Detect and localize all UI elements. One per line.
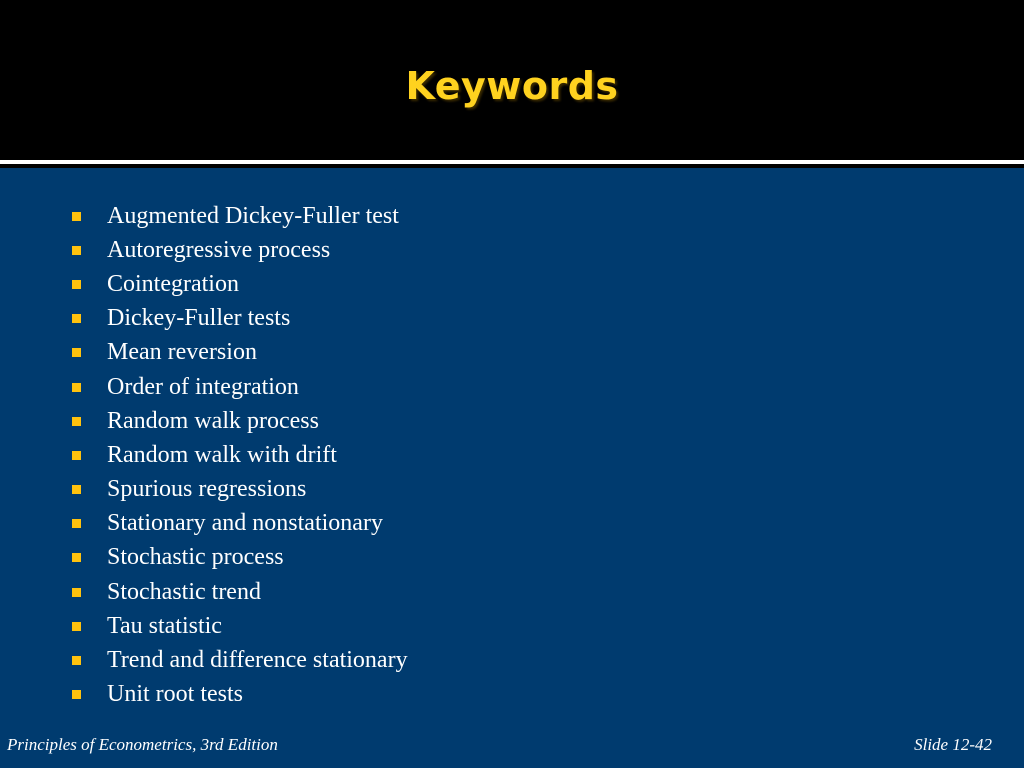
square-bullet-icon: [72, 690, 81, 699]
square-bullet-icon: [72, 451, 81, 460]
list-item: [72, 404, 408, 438]
square-bullet-icon: [72, 246, 81, 255]
square-bullet-icon: [72, 280, 81, 289]
keyword-text: Mean reversion: [107, 339, 257, 366]
square-bullet-icon: [72, 519, 81, 528]
square-bullet-icon: [72, 348, 81, 357]
list-item: [72, 336, 408, 370]
list-item: [72, 370, 408, 404]
square-bullet-icon: [72, 622, 81, 631]
keyword-text: Trend and difference stationary: [107, 647, 408, 674]
keyword-text: Spurious regressions: [107, 476, 307, 503]
list-item: [72, 609, 408, 643]
square-bullet-icon: [72, 656, 81, 665]
list-item: [72, 473, 408, 507]
square-bullet-icon: [72, 553, 81, 562]
slide-title: Keywords: [405, 64, 619, 108]
list-item: [72, 678, 408, 712]
square-bullet-icon: [72, 485, 81, 494]
list-item: [72, 302, 408, 336]
footer-slide-number: Slide 12-42: [914, 735, 992, 754]
keyword-text: Random walk with drift: [107, 441, 337, 468]
keyword-text: Stochastic process: [107, 544, 284, 571]
footer-book-title: Principles of Econometrics, 3rd Edition: [7, 735, 278, 754]
list-item: [72, 438, 408, 472]
list-item: [72, 199, 408, 233]
keyword-text: Stochastic trend: [107, 578, 261, 605]
list-item: [72, 643, 408, 677]
keyword-text: Augmented Dickey-Fuller test: [107, 202, 399, 229]
keyword-text: Cointegration: [107, 270, 239, 297]
keyword-list: [72, 199, 408, 712]
keyword-text: Dickey-Fuller tests: [107, 305, 291, 332]
square-bullet-icon: [72, 417, 81, 426]
square-bullet-icon: [72, 212, 81, 221]
square-bullet-icon: [72, 383, 81, 392]
keyword-text: Order of integration: [107, 373, 299, 400]
keyword-text: Autoregressive process: [107, 236, 331, 263]
keyword-text: Stationary and nonstationary: [107, 510, 383, 537]
square-bullet-icon: [72, 314, 81, 323]
list-item: [72, 233, 408, 267]
list-item: [72, 575, 408, 609]
keyword-text: Tau statistic: [107, 612, 222, 639]
keyword-text: Random walk process: [107, 407, 319, 434]
keyword-text: Unit root tests: [107, 681, 243, 708]
square-bullet-icon: [72, 588, 81, 597]
title-divider-black: [0, 164, 1024, 168]
list-item: [72, 541, 408, 575]
list-item: [72, 507, 408, 541]
list-item: [72, 267, 408, 301]
